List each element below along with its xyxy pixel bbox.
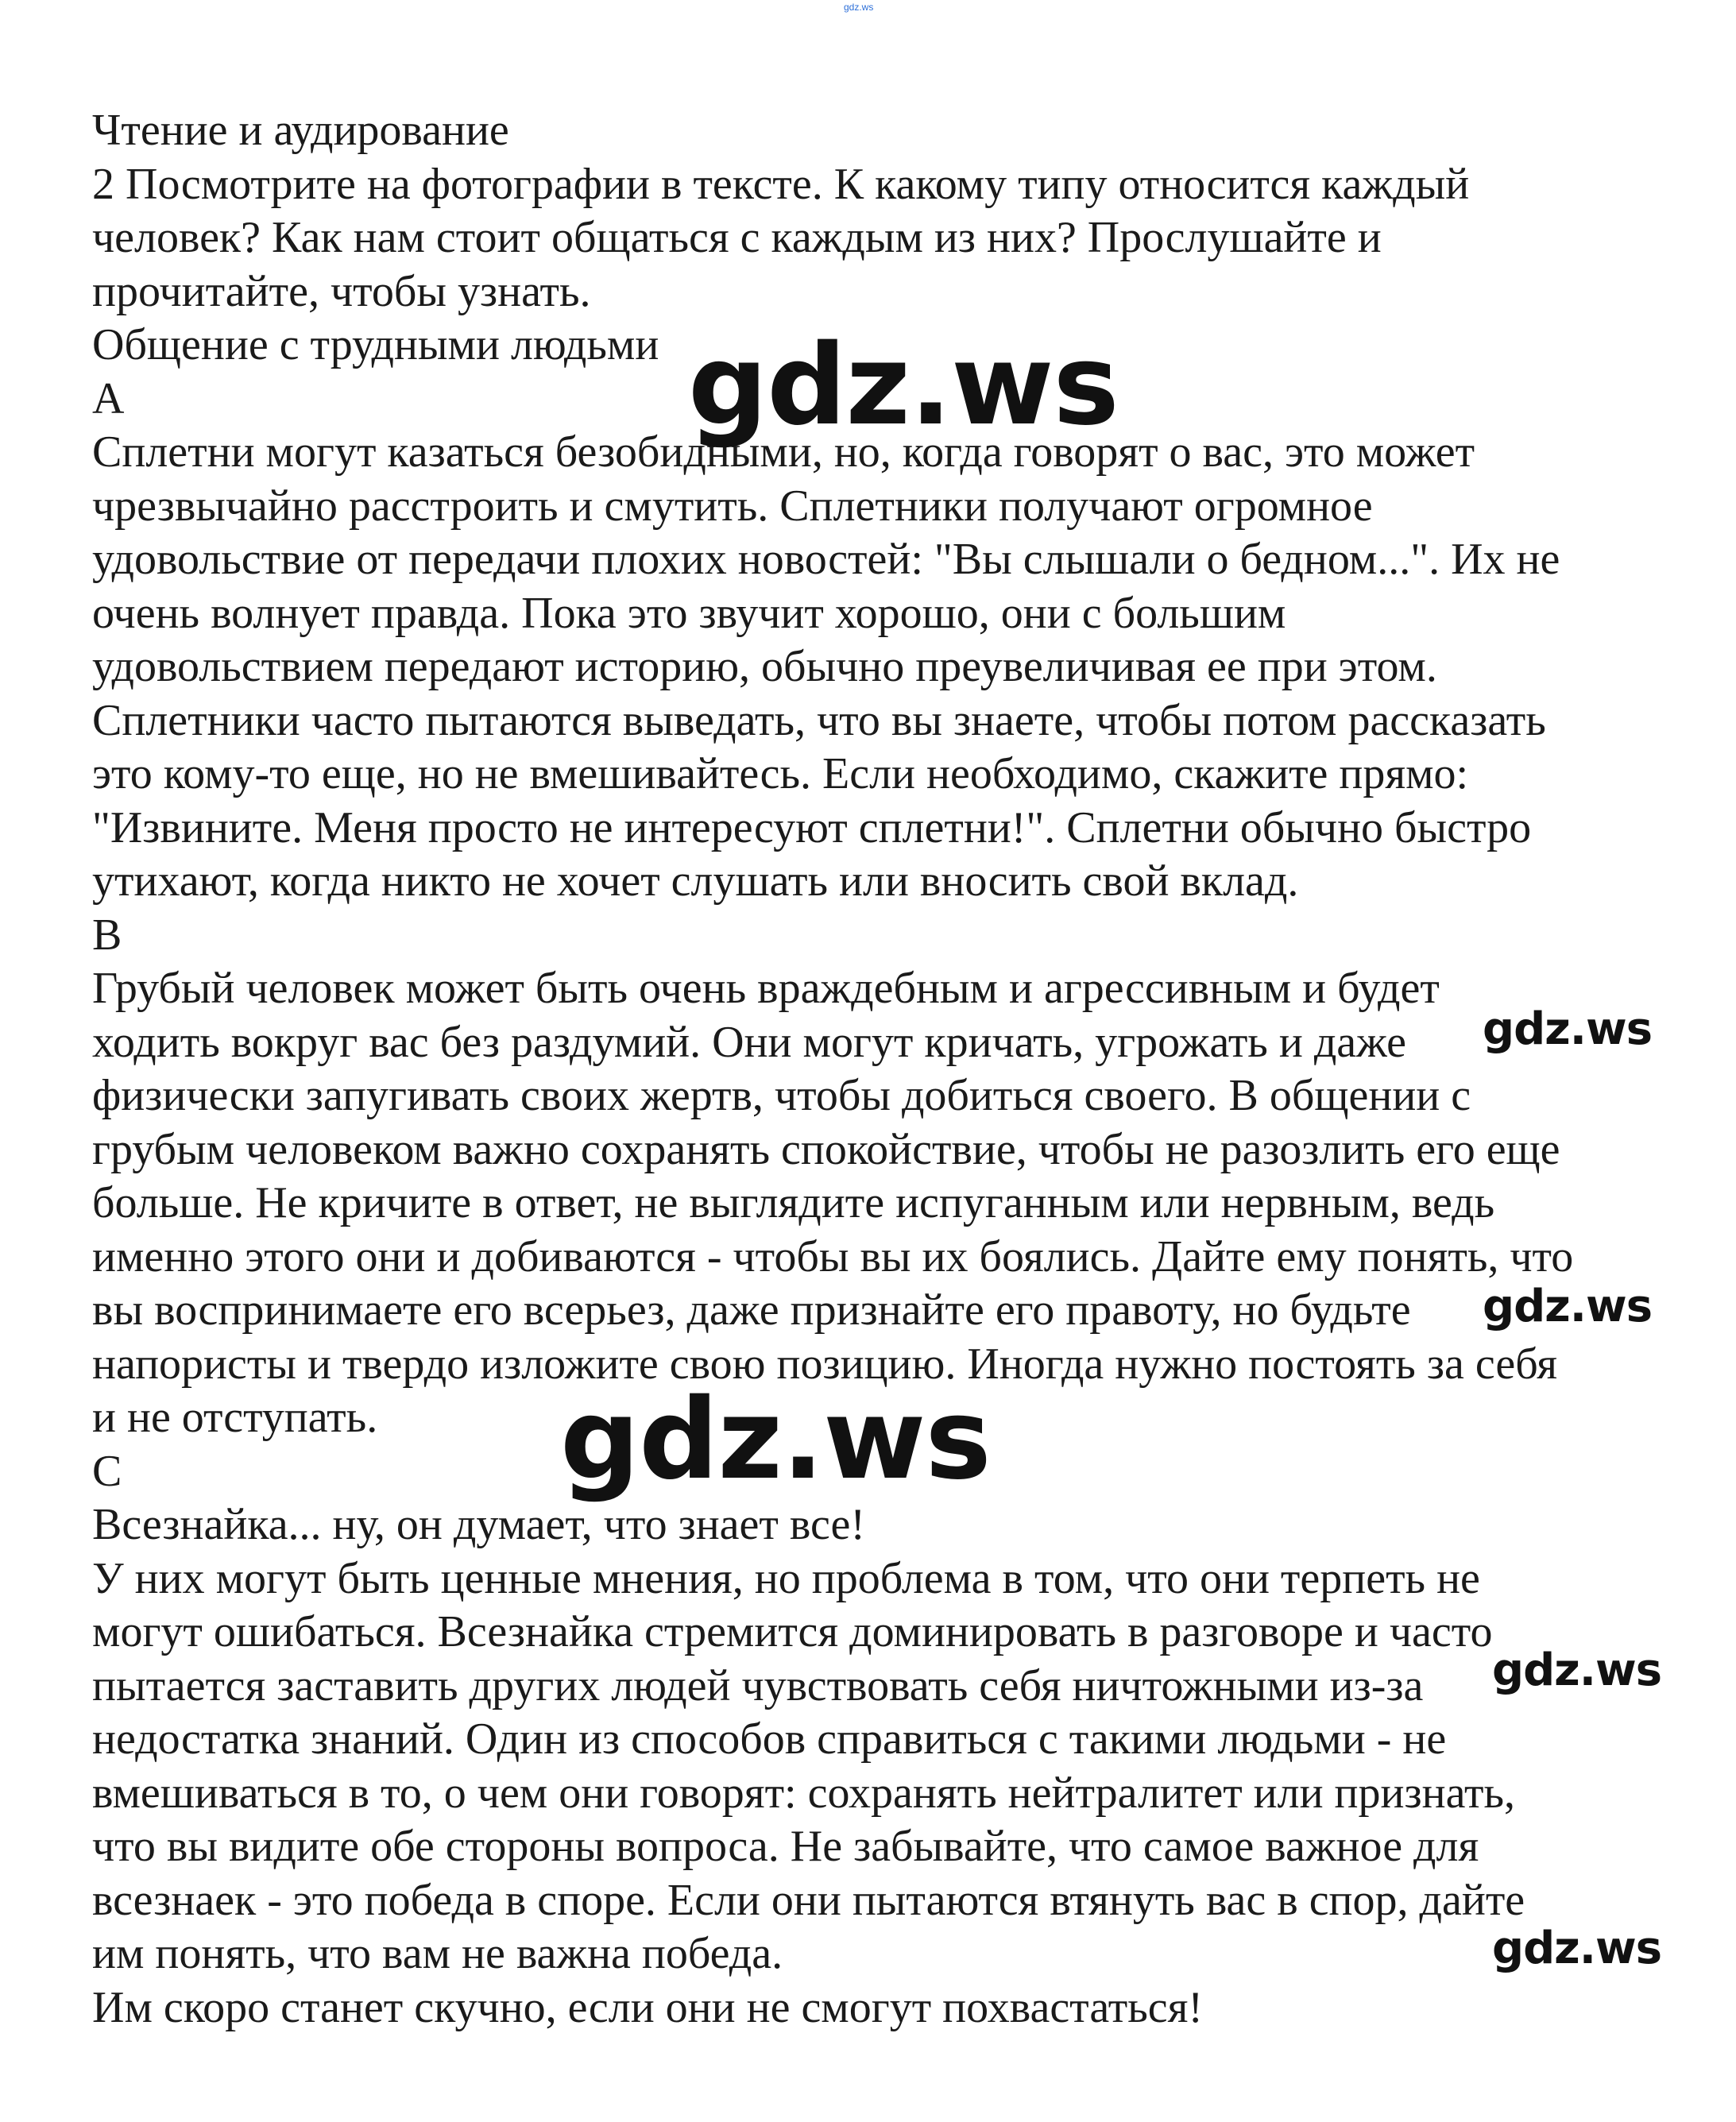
task-instruction: 2 Посмотрите на фотографии в тексте. К какому типу относится каждый bbox=[92, 159, 1470, 209]
paragraph-b-line: и не отступать. bbox=[92, 1393, 378, 1442]
paragraph-b-line: физически запугивать своих жертв, чтобы добиться своего. В общении с bbox=[92, 1071, 1471, 1120]
paragraph-label-b: B bbox=[92, 910, 122, 960]
paragraph-a-line: очень волнует правда. Пока это звучит хорошо, они с большим bbox=[92, 588, 1286, 638]
paragraph-a-line: Сплетники часто пытаются выведать, что вы знаете, чтобы потом рассказать bbox=[92, 695, 1546, 745]
section-heading: Чтение и аудирование bbox=[92, 106, 509, 155]
paragraph-a-line: удовольствие от передачи плохих новостей: "Вы слышали о бедном...". Их не bbox=[92, 535, 1560, 584]
paragraph-label-c: C bbox=[92, 1446, 122, 1496]
paragraph-c-line: Им скоро станет скучно, если они не смогут похвастаться! bbox=[92, 1982, 1204, 2032]
paragraph-b-line: больше. Не кричите в ответ, не выглядите испуганным или нервным, ведь bbox=[92, 1178, 1495, 1227]
paragraph-b-line: Грубый человек может быть очень враждебным и агрессивным и будет bbox=[92, 964, 1440, 1013]
paragraph-b-line: именно этого они и добиваются - чтобы вы их боялись. Дайте ему понять, что bbox=[92, 1231, 1574, 1281]
paragraph-c-line: вмешиваться в то, о чем они говорят: сохранять нейтралитет или признать, bbox=[92, 1768, 1515, 1818]
paragraph-b-line: вы воспринимаете его всерьез, даже признайте его правоту, но будьте bbox=[92, 1285, 1411, 1335]
watermark: gdz.ws bbox=[1492, 1645, 1662, 1696]
paragraph-c-line: всезнаек - это победа в споре. Если они пытаются втянуть вас в спор, дайте bbox=[92, 1875, 1525, 1925]
watermark: gdz.ws bbox=[1483, 1003, 1653, 1055]
watermark: gdz.ws bbox=[688, 321, 1119, 450]
task-instruction: человек? Как нам стоит общаться с каждым из них? Прослушайте и bbox=[92, 213, 1382, 262]
paragraph-c-line: им понять, что вам не важна победа. bbox=[92, 1929, 783, 1978]
paragraph-b-line: ходить вокруг вас без раздумий. Они могут кричать, угрожать и даже bbox=[92, 1017, 1406, 1067]
paragraph-a-line: "Извините. Меня просто не интересуют сплетни!". Сплетни обычно быстро bbox=[92, 802, 1532, 852]
paragraph-c-line: Всезнайка... ну, он думает, что знает все! bbox=[92, 1500, 865, 1549]
task-instruction: прочитайте, чтобы узнать. bbox=[92, 266, 591, 316]
header-watermark: gdz.ws bbox=[844, 2, 874, 13]
paragraph-c-line: что вы видите обе стороны вопроса. Не забывайте, что самое важное для bbox=[92, 1822, 1479, 1871]
paragraph-b-line: грубым человеком важно сохранять спокойствие, чтобы не разозлить его еще bbox=[92, 1124, 1560, 1174]
paragraph-a-line: утихают, когда никто не хочет слушать или вносить свой вклад. bbox=[92, 856, 1299, 906]
paragraph-c-line: У них могут быть ценные мнения, но проблема в том, что они терпеть не bbox=[92, 1553, 1480, 1603]
paragraph-a-line: удовольствием передают историю, обычно преувеличивая ее при этом. bbox=[92, 642, 1437, 691]
paragraph-a-line: это кому-то еще, но не вмешивайтесь. Если необходимо, скажите прямо: bbox=[92, 749, 1469, 798]
watermark: gdz.ws bbox=[1483, 1281, 1653, 1332]
watermark: gdz.ws bbox=[560, 1375, 991, 1505]
watermark: gdz.ws bbox=[1492, 1923, 1662, 1974]
paragraph-c-line: недостатка знаний. Один из способов справиться с такими людьми - не bbox=[92, 1714, 1447, 1764]
paragraph-label-a: A bbox=[92, 373, 125, 423]
paragraph-a-line: Сплетни могут казаться безобидными, но, когда говорят о вас, это может bbox=[92, 427, 1475, 477]
paragraph-a-line: чрезвычайно расстроить и смутить. Сплетники получают огромное bbox=[92, 481, 1373, 531]
paragraph-c-line: пытается заставить других людей чувствовать себя ничтожными из-за bbox=[92, 1660, 1424, 1710]
paragraph-b-line: напористы и твердо изложите свою позицию. Иногда нужно постоять за себя bbox=[92, 1339, 1558, 1389]
text-title: Общение с трудными людьми bbox=[92, 320, 659, 369]
paragraph-c-line: могут ошибаться. Всезнайка стремится доминировать в разговоре и часто bbox=[92, 1607, 1493, 1656]
